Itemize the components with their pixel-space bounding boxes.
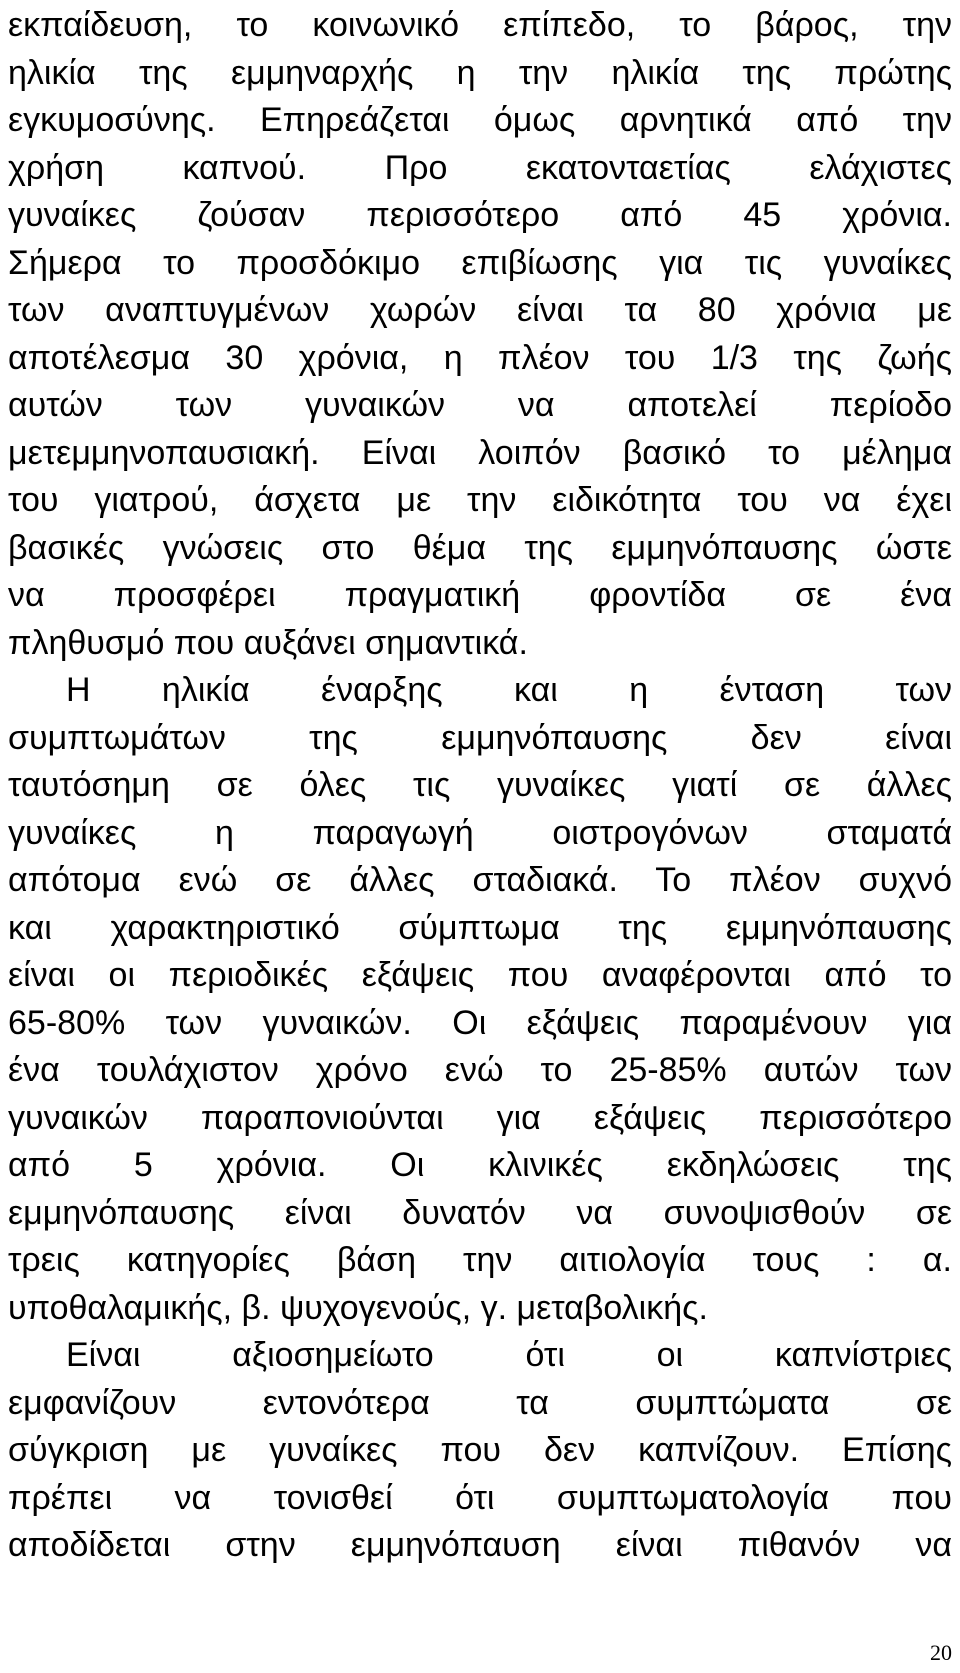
text-line: να προσφέρει πραγματική φροντίδα σε ένα	[8, 576, 952, 614]
text-line: πληθυσμό που αυξάνει σημαντικά.	[8, 623, 528, 662]
text-line: σύγκριση με γυναίκες που δεν καπνίζουν. Επίσης	[8, 1431, 952, 1469]
text-line: συμπτωμάτων της εμμηνόπαυσης δεν είναι	[8, 718, 952, 757]
text-line: υποθαλαμικής, β. ψυχογενούς, γ. μεταβολικής.	[8, 1288, 708, 1327]
body-text	[8, 2, 952, 1570]
text-line: μετεμμηνοπαυσιακή. Είναι λοιπόν βασικό το μέλημα	[8, 433, 952, 472]
text-line: αποτέλεσμα 30 χρόνια, η πλέον του 1/3 της ζωής	[8, 338, 952, 377]
text-line: και χαρακτηριστικό σύμπτωμα της εμμηνόπαυσης	[8, 908, 952, 947]
text-line: Είναι αξιοσημείωτο ότι οι καπνίστριες	[66, 1336, 952, 1374]
text-line: αποδίδεται στην εμμηνόπαυση είναι πιθανόν να	[8, 1526, 952, 1564]
text-line: 65-80% των γυναικών. Οι εξάψεις παραμένουν για	[8, 1003, 952, 1042]
text-line: των αναπτυγμένων χωρών είναι τα 80 χρόνια με	[8, 291, 952, 329]
text-line: του γιατρού, άσχετα με την ειδικότητα του να έχει	[8, 481, 952, 519]
text-line: από 5 χρόνια. Οι κλινικές εκδηλώσεις της	[8, 1146, 952, 1184]
text-line: αυτών των γυναικών να αποτελεί περίοδο	[8, 386, 952, 424]
page-number: 20	[930, 1640, 952, 1665]
text-line: ταυτόσημη σε όλες τις γυναίκες γιατί σε άλλες	[8, 766, 952, 804]
text-line: χρήση καπνού. Προ εκατονταετίας ελάχιστες	[8, 148, 952, 187]
text-line: γυναίκες ζούσαν περισσότερο από 45 χρόνια.	[8, 196, 952, 234]
text-line: εκπαίδευση, το κοινωνικό επίπεδο, το βάρος, την	[8, 6, 952, 44]
text-line: είναι οι περιοδικές εξάψεις που αναφέρονται από το	[8, 956, 952, 994]
text-line: γυναίκες η παραγωγή οιστρογόνων σταματά	[8, 813, 952, 852]
text-line: εγκυμοσύνης. Επηρεάζεται όμως αρνητικά από την	[8, 101, 952, 139]
text-line: εμμηνόπαυσης είναι δυνατόν να συνοψισθούν σε	[8, 1193, 952, 1232]
text-line: τρεις κατηγορίες βάση την αιτιολογία τους : α.	[8, 1241, 952, 1279]
text-line: Σήμερα το προσδόκιμο επιβίωσης για τις γυναίκες	[8, 243, 952, 282]
text-line: ένα τουλάχιστον χρόνο ενώ το 25-85% αυτών των	[8, 1051, 952, 1089]
text-line: γυναικών παραπονιούνται για εξάψεις περισσότερο	[8, 1098, 952, 1137]
text-line: βασικές γνώσεις στο θέμα της εμμηνόπαυσης ώστε	[8, 528, 952, 567]
text-line: πρέπει να τονισθεί ότι συμπτωματολογία που	[8, 1478, 952, 1517]
text-line: Η ηλικία έναρξης και η ένταση των	[66, 671, 952, 709]
text-line: εμφανίζουν εντονότερα τα συμπτώματα σε	[8, 1383, 952, 1422]
text-line: ηλικία της εμμηναρχής η την ηλικία της πρώτης	[8, 53, 952, 92]
text-line: απότομα ενώ σε άλλες σταδιακά. Το πλέον συχνό	[8, 861, 952, 899]
